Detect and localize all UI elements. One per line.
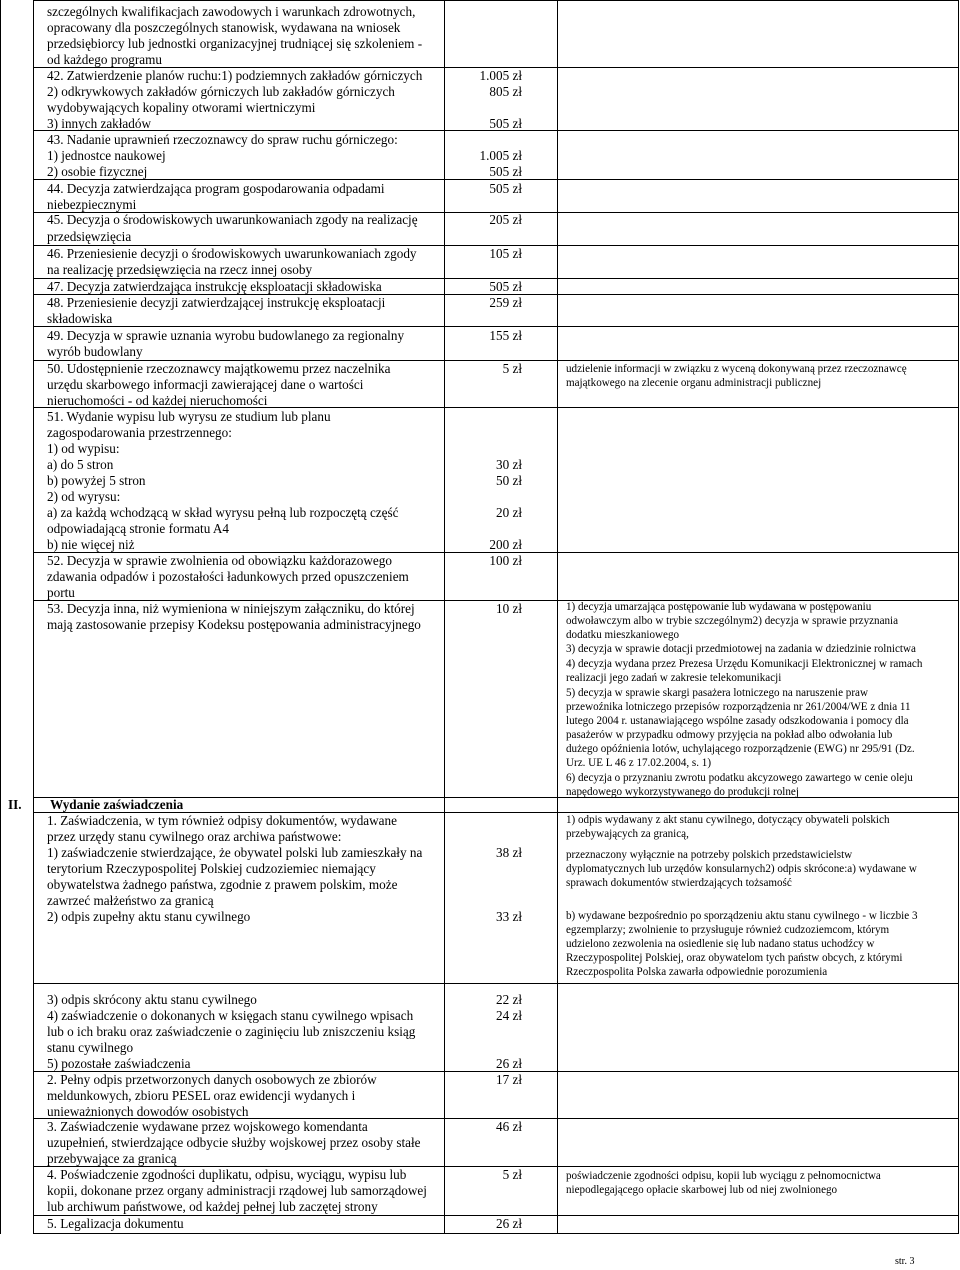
item-text-line: od każdego programu	[47, 52, 162, 67]
item-text-line: unieważnionych dowodów osobistych	[47, 1104, 249, 1119]
item-text-line: 50. Udostępnienie rzeczoznawcy majątkowemu przez naczelnika	[47, 361, 391, 376]
fee-amount: 5 zł	[502, 361, 522, 376]
item-text-line: 47. Decyzja zatwierdzająca instrukcję eksploatacji składowiska	[47, 279, 382, 294]
note-text-line: sprawach dokumentów stwierdzających tożsamość	[566, 877, 792, 889]
item-text-line: 2) osobie fizycznej	[47, 164, 148, 179]
fee-amount: 155 zł	[489, 328, 522, 343]
note-text-line: przewoźnika lotniczego przepisów rozporządzenia nr 261/2004/WE z dnia 11	[566, 701, 911, 713]
fee-amount: 5 zł	[502, 1167, 522, 1182]
note-text-line: udzielenie informacji w związku z wyceną dokonywaną przez rzeczoznawcę	[566, 363, 907, 375]
item-text-line: 2. Pełny odpis przetworzonych danych osobowych ze zbiorów	[47, 1072, 377, 1087]
item-text-line: terytorium Rzeczypospolitej Polskiej cudzoziemiec niemający	[47, 861, 376, 876]
fee-amount: 1.005 zł	[479, 68, 522, 83]
item-text-line: Wydanie zaświadczenia	[50, 797, 184, 812]
fee-amount: 505 zł	[489, 279, 522, 294]
item-text-line: 2) odpis zupełny aktu stanu cywilnego	[47, 909, 251, 924]
item-text-line: mają zastosowanie przepisy Kodeksu postępowania administracyjnego	[47, 617, 421, 632]
item-text-line: szczególnych kwalifikacjach zawodowych i warunkach zdrowotnych,	[47, 4, 416, 19]
fee-amount: 46 zł	[495, 1119, 522, 1134]
note-text-line: Rzeczypospolitej Polskiej, oraz obywatelom tych państw obcych, z którymi	[566, 952, 903, 964]
note-text-line: Rzeczpospolita Polska zawarła odpowiednie porozumienia	[566, 966, 828, 978]
fee-amount: 205 zł	[489, 212, 522, 227]
note-text-line: lutego 2004 r. ustanawiającego wspólne zasady odszkodowania i pomocy dla	[566, 715, 909, 727]
item-text-line: 53. Decyzja inna, niż wymieniona w niniejszym załączniku, do której	[47, 601, 415, 616]
row-divider	[33, 1233, 958, 1234]
note-text-line: majątkowego na zlecenie organu administracji publicznej	[566, 377, 822, 389]
item-text-line: wyrób budowlany	[47, 344, 143, 359]
row-divider	[33, 407, 958, 408]
fee-amount: 20 zł	[495, 505, 522, 520]
fee-amount: 200 zł	[489, 537, 522, 552]
section-number: II.	[8, 797, 22, 812]
item-text-line: 4) zaświadczenie o dokonanych w księgach stanu cywilnego wpisach	[47, 1008, 414, 1023]
fee-amount: 33 zł	[495, 909, 522, 924]
note-text-line: b) wydawane bezpośrednio po sporządzeniu aktu stanu cywilnego - w liczbie 3	[566, 910, 918, 922]
item-text-line: na realizację przedsięwzięcia na rzecz innej osoby	[47, 262, 313, 277]
item-text-line: 3) innych zakładów	[47, 116, 151, 131]
item-text-line: lub archiwum państwowe, od każdej pełnej lub zaczętej strony	[47, 1199, 378, 1214]
item-text-line: 1) jednostce naukowej	[47, 148, 166, 163]
note-text-line: pasażerów w przypadku odmowy przyjęcia na pokład albo odwołania lub	[566, 729, 893, 741]
item-text-line: uzupełnień, stwierdzające odbycie służby wojskowej przez osoby stałe	[47, 1135, 421, 1150]
item-text-line: zdawania odpadów i pozostałości ładunkowych przed opuszczeniem	[47, 569, 409, 584]
item-text-line: 3. Zaświadczenie wydawane przez wojskowego komendanta	[47, 1119, 368, 1134]
row-divider	[33, 179, 958, 180]
fee-amount: 805 zł	[489, 84, 522, 99]
note-text-line: przeznaczony wyłącznie na potrzeby polskich przedstawicielstw	[566, 849, 853, 861]
item-text-line: wydobywających kopaliny otworami wiertniczymi	[47, 100, 316, 115]
item-text-line: zagospodarowania przestrzennego:	[47, 425, 232, 440]
item-text-line: a) do 5 stron	[47, 457, 114, 472]
row-divider	[33, 326, 958, 327]
note-text-line: poświadczenie zgodności odpisu, kopii lub wyciągu z pełnomocnictwa	[566, 1170, 881, 1182]
fee-amount: 30 zł	[495, 457, 522, 472]
item-text-line: nieruchomości - od każdej nieruchomości	[47, 393, 268, 408]
item-text-line: 2) odkrywkowych zakładów górniczych lub zakładów górniczych	[47, 84, 395, 99]
note-text-line: 4) decyzja wydana przez Prezesa Urzędu Komunikacji Elektronicznej w ramach	[566, 658, 923, 670]
grid-line-right	[958, 0, 959, 1234]
item-text-line: 5) pozostałe zaświadczenia	[47, 1056, 191, 1071]
note-text-line: dużego opóźnienia lotów, uchylającego rozporządzenie (EWG) nr 295/91 (Dz.	[566, 743, 915, 755]
fee-amount: 17 zł	[495, 1072, 522, 1087]
row-divider	[33, 130, 958, 131]
table-top-border	[33, 0, 958, 1]
fee-amount: 10 zł	[495, 601, 522, 616]
note-text-line: 5) decyzja w sprawie skargi pasażera lotniczego na naruszenie praw	[566, 687, 868, 699]
item-text-line: opracowany dla poszczególnych stanowisk, wydawana na wniosek	[47, 20, 401, 35]
fee-amount: 505 zł	[489, 116, 522, 131]
note-text-line: 1) decyzja umarzająca postępowanie lub wydawana w postępowaniu	[566, 601, 872, 613]
item-text-line: 43. Nadanie uprawnień rzeczoznawcy do spraw ruchu górniczego:	[47, 132, 398, 147]
item-text-line: 1) od wypisu:	[47, 441, 120, 456]
note-text-line: odwoławczym albo w trybie szczególnym2) decyzja w sprawie przyznania	[566, 615, 899, 627]
fee-amount: 26 zł	[495, 1056, 522, 1071]
fee-amount: 259 zł	[489, 295, 522, 310]
note-text-line: 6) decyzja o przyznaniu zwrotu podatku akcyzowego zawartego w cenie oleju	[566, 772, 913, 784]
page-number: str. 3	[895, 1256, 915, 1267]
fee-amount: 105 zł	[489, 246, 522, 261]
item-text-line: 1. Zaświadczenia, w tym również odpisy dokumentów, wydawane	[47, 813, 397, 828]
fee-amount: 38 zł	[495, 845, 522, 860]
item-text-line: 1) zaświadczenie stwierdzające, że obywatel polski lub zamieszkały na	[47, 845, 423, 860]
item-text-line: kopii, dokonane przez organy administracji rządowej lub samorządowej	[47, 1183, 427, 1198]
item-text-line: przez urzędy stanu cywilnego oraz archiwa państwowe:	[47, 829, 342, 844]
note-text-line: dyplomatycznych lub urzędów konsularnych2) odpis skrócone:a) wydawane w	[566, 863, 917, 875]
fee-amount: 1.005 zł	[479, 148, 522, 163]
fee-amount: 26 zł	[495, 1216, 522, 1231]
item-text-line: portu	[47, 585, 75, 600]
row-divider	[33, 983, 958, 984]
note-text-line: przebywających za granicą,	[566, 828, 689, 840]
item-text-line: a) za każdą wchodzącą w skład wyrysu pełną lub rozpoczętą część	[47, 505, 399, 520]
grid-line-col2	[557, 0, 558, 1234]
fee-amount: 505 zł	[489, 181, 522, 196]
item-text-line: b) nie więcej niż	[47, 537, 135, 552]
item-text-line: 49. Decyzja w sprawie uznania wyrobu budowlanego za regionalny	[47, 328, 405, 343]
item-text-line: meldunkowych, zbioru PESEL oraz ewidencji wydanych i	[47, 1088, 356, 1103]
note-text-line: Urz. UE L 46 z 17.02.2004, s. 1)	[566, 757, 712, 769]
note-text-line: realizacji jego zadań w zakresie telekomunikacji	[566, 672, 782, 684]
note-text-line: udzielono zezwolenia na osiedlenie się lub nadano status uchodźcy w	[566, 938, 875, 950]
item-text-line: b) powyżej 5 stron	[47, 473, 146, 488]
note-text-line: egzemplarzy; zwolnienie to przysługuje również cudzoziemcom, którym	[566, 924, 890, 936]
item-text-line: 2) od wyrysu:	[47, 489, 121, 504]
grid-line-left	[33, 0, 34, 1234]
item-text-line: lub o ich braku oraz zaświadczenie o zaginięciu lub zniszczeniu ksiąg	[47, 1024, 416, 1039]
item-text-line: 46. Przeniesienie decyzji o środowiskowych uwarunkowaniach zgody	[47, 246, 417, 261]
item-text-line: 42. Zatwierdzenie planów ruchu:1) podziemnych zakładów górniczych	[47, 68, 423, 83]
item-text-line: 52. Decyzja w sprawie zwolnienia od obowiązku każdorazowego	[47, 553, 392, 568]
note-text-line: niepodlegającego opłacie skarbowej lub od niej zwolnionego	[566, 1184, 838, 1196]
item-text-line: obywatelstwa żadnego państwa, zgodnie z prawem polskim, może	[47, 877, 398, 892]
fee-amount: 22 zł	[495, 992, 522, 1007]
item-text-line: przedsięwzięcia	[47, 229, 132, 244]
item-text-line: niebezpiecznymi	[47, 197, 137, 212]
item-text-line: przebywające za granicą	[47, 1151, 177, 1166]
grid-line-col1	[444, 0, 445, 1234]
note-text-line: 3) decyzja w sprawie dotacji przedmiotowej na zadania w dziedzinie rolnictwa	[566, 643, 916, 655]
item-text-line: stanu cywilnego	[47, 1040, 134, 1055]
item-text-line: 3) odpis skrócony aktu stanu cywilnego	[47, 992, 257, 1007]
item-text-line: 51. Wydanie wypisu lub wyrysu ze studium lub planu	[47, 409, 331, 424]
item-text-line: urzędu skarbowego informacji zawierającej dane o wartości	[47, 377, 364, 392]
fee-amount: 100 zł	[489, 553, 522, 568]
grid-line-outer-left	[0, 0, 1, 1234]
note-text-line: 1) odpis wydawany z akt stanu cywilnego, dotyczący obywateli polskich	[566, 814, 890, 826]
note-text-line: napędowego wykorzystywanego do produkcji rolnej	[566, 786, 799, 798]
fee-amount: 24 zł	[495, 1008, 522, 1023]
item-text-line: odpowiadającą stronie formatu A4	[47, 521, 230, 536]
item-text-line: zawrzeć małżeństwo za granicą	[47, 893, 214, 908]
item-text-line: 44. Decyzja zatwierdzająca program gospodarowania odpadami	[47, 181, 385, 196]
item-text-line: składowiska	[47, 311, 113, 326]
item-text-line: przedsiębiorcy lub jednostki organizacyjnej trudniącej się szkoleniem -	[47, 36, 423, 51]
fee-amount: 505 zł	[489, 164, 522, 179]
fee-amount: 50 zł	[495, 473, 522, 488]
item-text-line: 5. Legalizacja dokumentu	[47, 1216, 184, 1231]
item-text-line: 45. Decyzja o środowiskowych uwarunkowaniach zgody na realizację	[47, 212, 418, 227]
note-text-line: dodatku mieszkaniowego	[566, 629, 680, 641]
item-text-line: 4. Poświadczenie zgodności duplikatu, odpisu, wyciągu, wypisu lub	[47, 1167, 407, 1182]
item-text-line: 48. Przeniesienie decyzji zatwierdzającej instrukcję eksploatacji	[47, 295, 386, 310]
